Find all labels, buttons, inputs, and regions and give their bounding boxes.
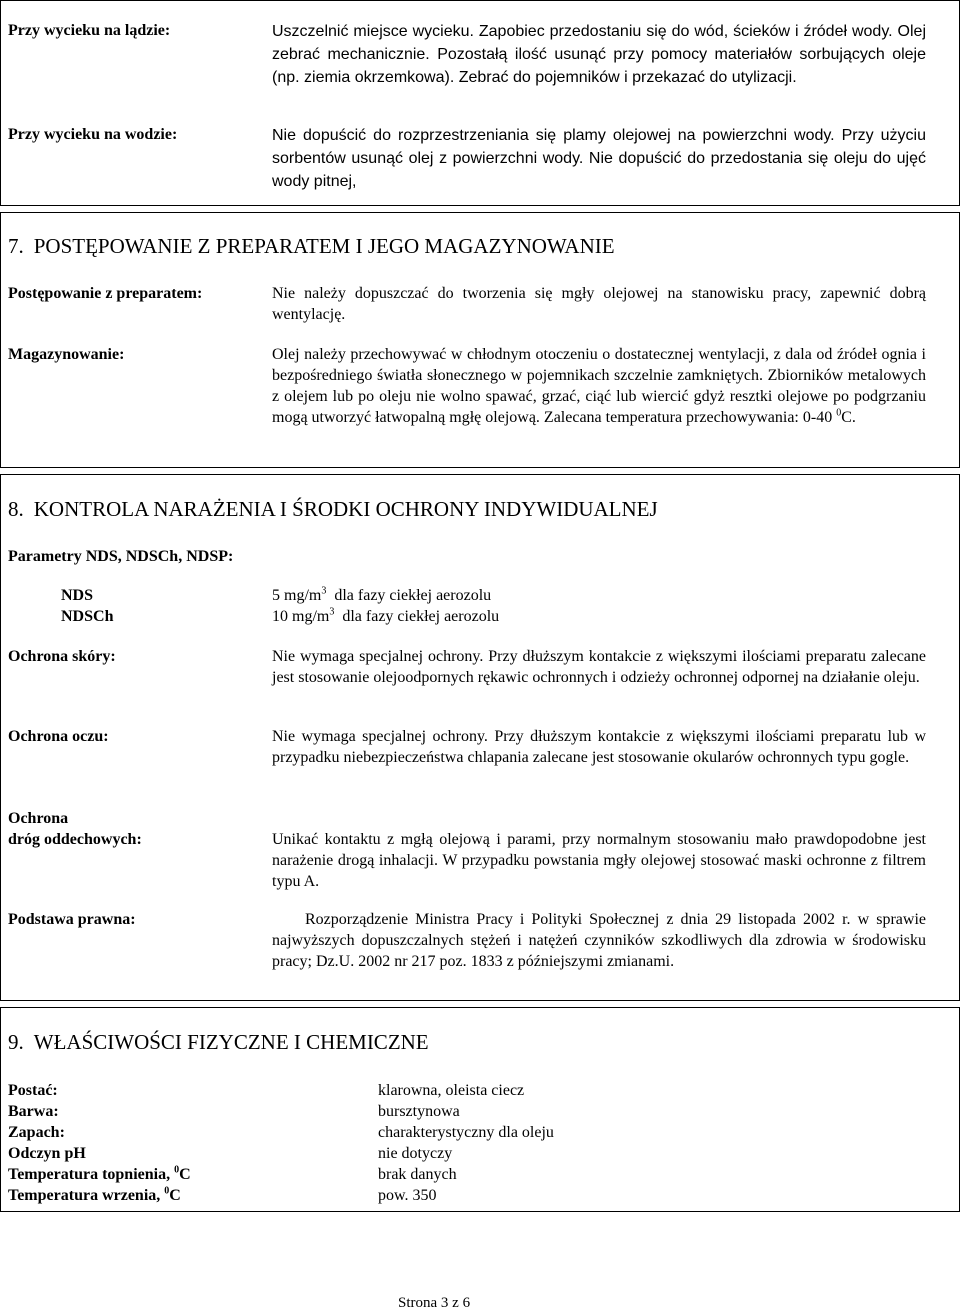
resp-label: [8, 808, 258, 850]
ndsch-value: [272, 606, 772, 627]
section-8-heading: KONTROLA NARAŻENIA I ŚRODKI OCHRONY INDYWIDUALNEJ: [33, 497, 658, 521]
eye-text: Nie wymaga specjalnej ochrony. Przy dłuższym kontakcie z większymi ilościami preparatu lub w przypadku niebezpieczeństwa chlapania zalecane jest stosowanie okularów ochronnych typu gogle.: [272, 728, 926, 766]
section-8: [0, 474, 960, 1001]
section-9: [0, 1007, 960, 1212]
params-label: Parametry NDS, NDSCh, NDSP:: [8, 548, 234, 565]
property-value: klarowna, oleista ciecz: [378, 1082, 525, 1099]
section-9-heading: WŁAŚCIWOŚCI FIZYCZNE I CHEMICZNE: [33, 1030, 429, 1054]
property-key: Zapach:: [8, 1124, 65, 1141]
spill-section: [0, 0, 960, 206]
ndsch-value-text: 10 mg/m: [272, 608, 330, 625]
nds-label: NDS: [61, 587, 94, 604]
resp-label-line2: dróg oddechowych:: [8, 831, 142, 848]
property-key: Postać:: [8, 1082, 58, 1099]
property-key-sup: 0: [164, 1185, 170, 1197]
storage-temp-unit: C.: [841, 409, 856, 426]
spill-land-label: Przy wycieku na lądzie:: [8, 22, 171, 39]
page-number: Strona 3 z 6: [398, 1295, 471, 1311]
property-key-tail: C: [179, 1166, 191, 1183]
skin-label: Ochrona skóry:: [8, 648, 116, 665]
section-9-title: [8, 1029, 908, 1055]
property-key-tail: C: [169, 1187, 181, 1204]
property-value: bursztynowa: [378, 1103, 460, 1120]
handling-label: Postępowanie z preparatem:: [8, 285, 203, 302]
spill-water-label: Przy wycieku na wodzie:: [8, 126, 178, 143]
section-8-title: [8, 496, 948, 522]
property-row: [8, 1122, 908, 1143]
nds-value-sup: 3: [321, 585, 327, 597]
property-key: Barwa:: [8, 1103, 59, 1120]
section-7-number: 7.: [8, 234, 24, 258]
property-value: charakterystyczny dla oleju: [378, 1124, 554, 1141]
property-row: [8, 1101, 908, 1122]
resp-label-line1: Ochrona: [8, 810, 69, 827]
property-key-sup: 0: [174, 1164, 180, 1176]
section-8-number: 8.: [8, 497, 24, 521]
storage-label: Magazynowanie:: [8, 346, 125, 363]
section-9-number: 9.: [8, 1030, 24, 1054]
property-value: brak danych: [378, 1166, 457, 1183]
skin-text: Nie wymaga specjalnej ochrony. Przy dłuższym kontakcie z większymi ilościami preparatu zalecane jest stosowanie olejoodpornych rękawic ochronnych i odzieży ochronnej odpornej na działanie oleju.: [272, 648, 926, 686]
legal-label: Podstawa prawna:: [8, 911, 136, 928]
property-row: [8, 1164, 908, 1185]
storage-text: Olej należy przechowywać w chłodnym otoczeniu o dostatecznej wentylacji, z dala od źródeł ognia i bezpośredniego światła słonecznego w pojemnikach szczelnie zamkniętych. Zbiorników metalowych z olejem lub po oleju nie wolno spawać, grzać, ciąć lub wiercić gdyż resztki olejowe po podgrzaniu mogą utworzyć łatwopalną mgłę olejową. Zalecana temperatura przechowywania: 0-40: [272, 346, 926, 426]
legal-text: Rozporządzenie Ministra Pracy i Polityki Społecznej z dnia 29 listopada 2002 r. w sprawie najwyższych dopuszczalnych stężeń i natężeń czynników szkodliwych dla zdrowia w środowisku pracy; Dz.U. 2002 nr 217 poz. 1833 z późniejszymi zmianami.: [272, 911, 926, 970]
section-7: [0, 212, 960, 468]
handling-text: Nie należy dopuszczać do tworzenia się mgły olejowej na stanowisku pracy, zapewnić dobrą wentylację.: [272, 285, 926, 323]
property-row: [8, 1143, 908, 1164]
property-value: pow. 350: [378, 1187, 437, 1204]
property-row: [8, 1185, 908, 1206]
property-key: Odczyn pH: [8, 1145, 86, 1162]
ndsch-label: NDSCh: [61, 608, 114, 625]
ndsch-value-sup: 3: [329, 606, 335, 618]
spill-water-text: Nie dopuścić do rozprzestrzeniania się plamy olejowej na powierzchni wody. Przy użyciu sorbentów usunąć olej z powierzchni wody. Nie dopuścić do przedostania się oleju do ujęć wody pitnej,: [272, 127, 926, 190]
property-key: [8, 1166, 191, 1183]
property-key-text: Temperatura wrzenia,: [8, 1187, 161, 1204]
property-value: nie dotyczy: [378, 1145, 453, 1162]
section-7-title: [8, 233, 908, 259]
nds-value-desc: dla fazy ciekłej aerozolu: [334, 587, 492, 604]
eye-label: Ochrona oczu:: [8, 728, 109, 745]
ndsch-value-desc: dla fazy ciekłej aerozolu: [342, 608, 500, 625]
property-key-text: Temperatura topnienia,: [8, 1166, 171, 1183]
spill-land-text: Uszczelnić miejsce wycieku. Zapobiec przedostaniu się do wód, ścieków i źródeł wody. Olej zebrać mechanicznie. Pozostałą ilość usunąć przy pomocy materiałów sorbujących oleje (np. ziemia okrzemkowa). Zebrać do pojemników i przekazać do utylizacji.: [272, 23, 926, 86]
storage-temp-sup: 0: [836, 407, 842, 419]
section-7-heading: POSTĘPOWANIE Z PREPARATEM I JEGO MAGAZYNOWANIE: [33, 234, 615, 258]
nds-value-text: 5 mg/m: [272, 587, 322, 604]
property-key: [8, 1187, 181, 1204]
resp-text: Unikać kontaktu z mgłą olejową i parami, przy normalnym stosowaniu mało prawdopodobne jest narażenie drogą inhalacji. W przypadku powstania mgły olejowej stosować maski ochronne z filtrem typu A.: [272, 831, 926, 890]
properties-list: [8, 1080, 908, 1206]
property-row: [8, 1080, 908, 1101]
storage-text-block: [272, 344, 926, 428]
nds-value: [272, 585, 772, 606]
